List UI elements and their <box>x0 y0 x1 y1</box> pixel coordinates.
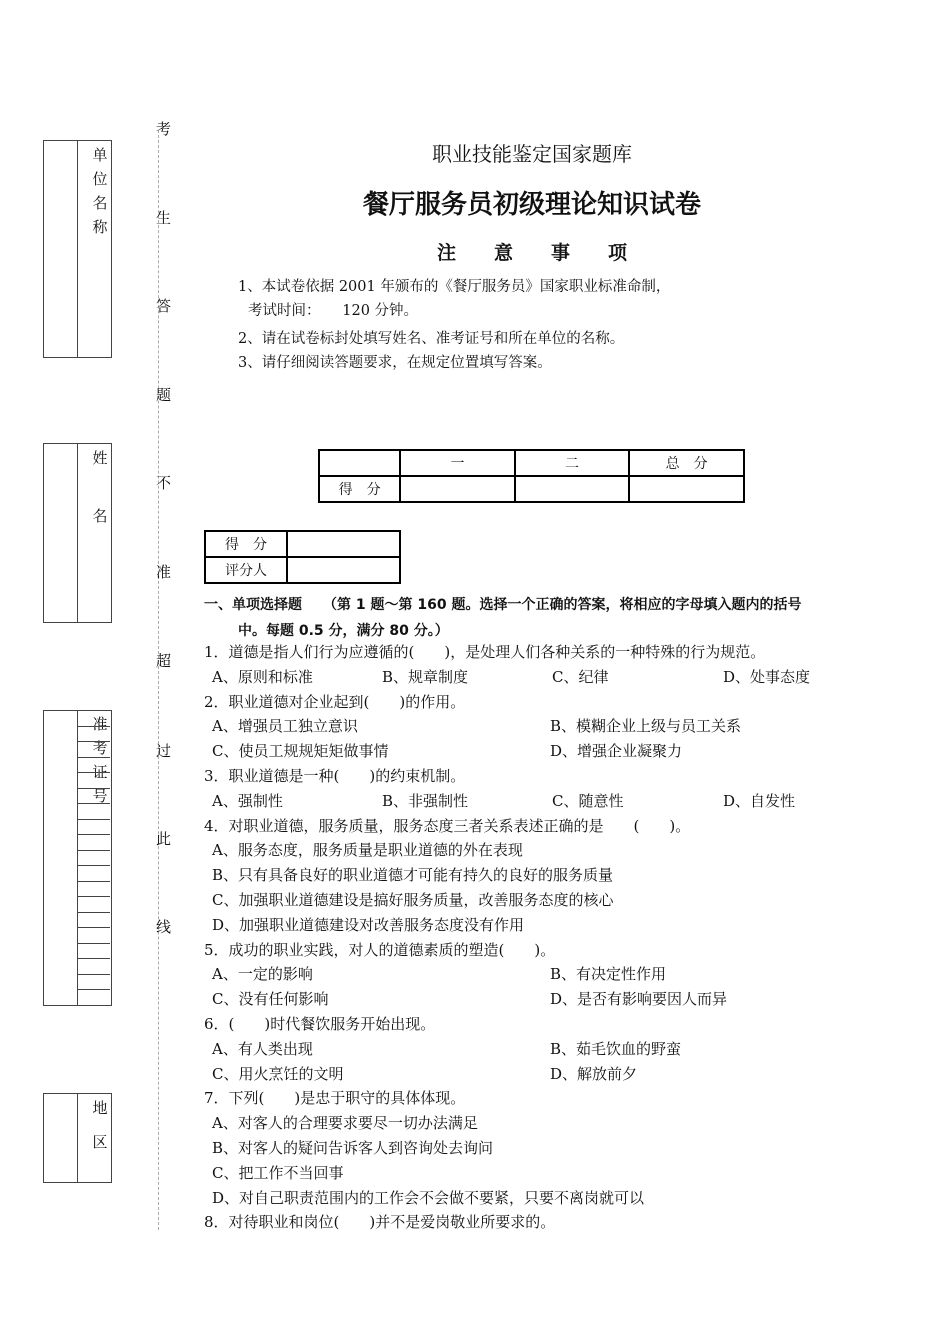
warning-char: 线 <box>156 918 172 936</box>
exam-number-cell[interactable] <box>78 803 110 819</box>
answer-option: A、一定的影响 <box>212 965 313 984</box>
score-table-header <box>319 450 400 476</box>
exam-number-cell[interactable] <box>78 865 110 881</box>
answer-option: B、有决定性作用 <box>550 965 667 984</box>
exam-number-cell[interactable] <box>78 788 110 804</box>
answer-option: A、有人类出现 <box>212 1039 313 1058</box>
grader-table <box>204 530 401 584</box>
notice-heading: 注 意 事 项 <box>436 242 627 264</box>
answer-option: D、加强职业道德建设对改善服务态度没有作用 <box>212 915 525 934</box>
answer-option: B、只有具备良好的职业道德才可能有持久的良好的服务质量 <box>212 866 614 885</box>
answer-option: D、处事态度 <box>723 667 811 686</box>
answer-option: D、对自己职责范围内的工作会不会做不要紧，只要不离岗就可以 <box>212 1188 645 1207</box>
grader-name-label: 评分人 <box>205 557 287 583</box>
answer-option: B、规章制度 <box>382 667 469 686</box>
unit-name-label: 单 位 名 称 <box>92 146 108 236</box>
score-table-header: 二 <box>515 450 630 476</box>
answer-option: A、服务态度，服务质量是职业道德的外在表现 <box>212 841 523 860</box>
question-stem: 8．对待职业和岗位( )并不是爱岗敬业所要求的。 <box>204 1213 556 1232</box>
exam-number-cell[interactable] <box>78 958 110 974</box>
total-score-table <box>318 449 745 503</box>
exam-number-cell[interactable] <box>78 819 110 835</box>
exam-number-label: 准 考 证 号 <box>92 715 108 805</box>
note-line: 2、请在试卷标封处填写姓名、准考证号和所在单位的名称。 <box>238 331 625 347</box>
question-stem: 1．道德是指人们行为应遵循的( )，是处理人们各种关系的一种特殊的行为规范。 <box>204 643 766 661</box>
warning-char: 准 <box>156 563 172 581</box>
answer-option: D、解放前夕 <box>550 1064 638 1083</box>
warning-char: 此 <box>156 830 172 848</box>
exam-organization: 职业技能鉴定国家题库 <box>432 142 632 166</box>
answer-option: B、对客人的疑问告诉客人到咨询处去询问 <box>212 1139 494 1157</box>
exam-number-cell[interactable] <box>78 741 110 757</box>
answer-option: A、强制性 <box>212 791 283 810</box>
note-line: 考试时间： 120 分钟。 <box>248 303 419 319</box>
exam-title: 餐厅服务员初级理论知识试卷 <box>362 190 701 220</box>
exam-number-cell[interactable] <box>78 896 110 912</box>
score-cell[interactable] <box>400 476 515 502</box>
exam-number-cell[interactable] <box>78 757 110 773</box>
answer-option: C、把工作不当回事 <box>212 1163 344 1182</box>
warning-char: 超 <box>156 652 172 670</box>
answer-option: C、没有任何影响 <box>212 990 329 1009</box>
score-row-label: 得 分 <box>319 476 400 502</box>
answer-option: A、增强员工独立意识 <box>212 717 358 736</box>
exam-number-cell[interactable] <box>78 927 110 943</box>
question-stem: 3．职业道德是一种( )的约束机制。 <box>204 767 466 785</box>
answer-option: C、加强职业道德建设是搞好服务质量，改善服务态度的核心 <box>212 891 614 909</box>
exam-number-cell[interactable] <box>78 912 110 928</box>
answer-option: A、对客人的合理要求要尽一切办法满足 <box>212 1114 478 1133</box>
warning-char: 考 <box>156 120 172 138</box>
exam-number-cell[interactable] <box>78 943 110 959</box>
candidate-name-label: 姓 名 <box>92 449 108 525</box>
score-table-header: 总 分 <box>629 450 744 476</box>
answer-option: C、纪律 <box>552 667 609 686</box>
exam-number-cell[interactable] <box>78 710 110 726</box>
exam-number-cell[interactable] <box>78 974 110 990</box>
score-table-header: 一 <box>400 450 515 476</box>
exam-notes <box>238 275 670 375</box>
answer-option: B、非强制性 <box>382 791 469 810</box>
answer-option: B、茹毛饮血的野蛮 <box>550 1039 682 1058</box>
exam-number-cell[interactable] <box>78 989 110 1005</box>
grader-score-label: 得 分 <box>205 531 287 557</box>
answer-option: D、自发性 <box>723 791 796 810</box>
warning-char: 生 <box>156 209 172 227</box>
note-line: 3、请仔细阅读答题要求，在规定位置填写答案。 <box>238 355 552 371</box>
exam-number-cell[interactable] <box>78 834 110 850</box>
warning-char: 过 <box>156 742 172 760</box>
answer-option: A、原则和标准 <box>212 667 313 686</box>
question-stem: 7．下列( )是忠于职守的具体体现。 <box>204 1089 466 1108</box>
note-line: 1、本试卷依据 2001 年颁布的《餐厅服务员》国家职业标准命制， <box>238 279 671 295</box>
region-label: 地 区 <box>92 1099 108 1151</box>
answer-option: D、是否有影响要因人而异 <box>550 990 728 1009</box>
exam-number-cell[interactable] <box>78 850 110 866</box>
question-stem: 6．( )时代餐饮服务开始出现。 <box>204 1015 436 1033</box>
section-heading: 一、单项选择题 （第 1 题～第 160 题。选择一个正确的答案，将相应的字母填入题内的括号 <box>204 597 802 613</box>
grader-score-cell[interactable] <box>287 531 400 557</box>
exam-number-cell[interactable] <box>78 881 110 897</box>
warning-char: 不 <box>156 474 172 492</box>
question-stem: 2．职业道德对企业起到( )的作用。 <box>204 692 466 711</box>
question-stem: 5．成功的职业实践，对人的道德素质的塑造( )。 <box>204 940 556 959</box>
answer-option: B、模糊企业上级与员工关系 <box>550 717 742 736</box>
exam-number-cell[interactable] <box>78 772 110 788</box>
grader-name-cell[interactable] <box>287 557 400 583</box>
answer-option: D、增强企业凝聚力 <box>550 742 683 761</box>
warning-char: 答 <box>156 297 172 315</box>
answer-option: C、随意性 <box>552 791 624 810</box>
section-heading-cont: 中。每题 0.5 分，满分 80 分。） <box>238 623 449 639</box>
answer-option: C、使员工规规矩矩做事情 <box>212 742 389 761</box>
score-cell[interactable] <box>515 476 630 502</box>
question-stem: 4．对职业道德，服务质量，服务态度三者关系表述正确的是 ( )。 <box>204 816 691 835</box>
score-cell[interactable] <box>629 476 744 502</box>
exam-number-cell[interactable] <box>78 726 110 742</box>
warning-char: 题 <box>156 386 172 404</box>
answer-option: C、用火烹饪的文明 <box>212 1064 344 1083</box>
